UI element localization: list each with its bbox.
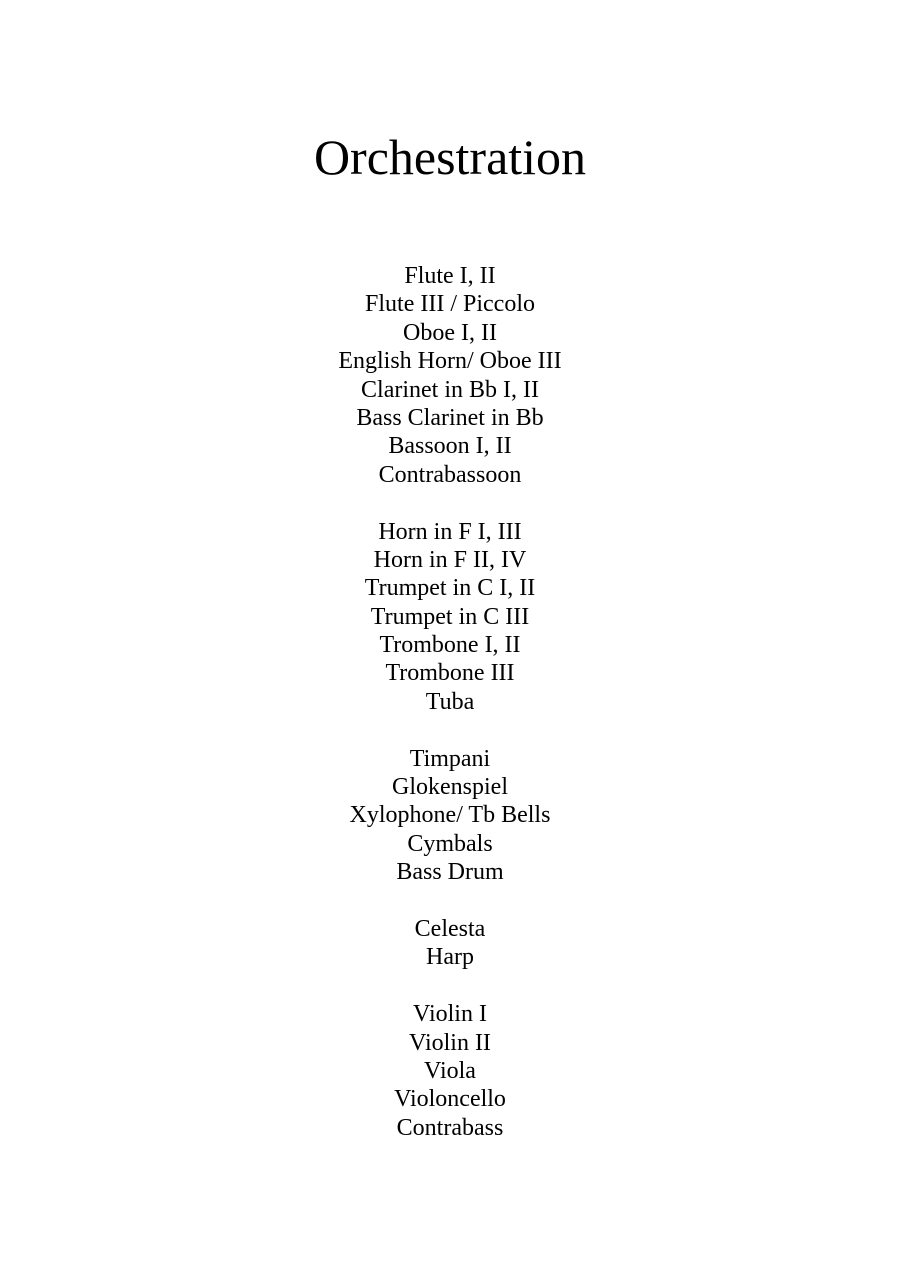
woodwinds-group <box>0 262 900 489</box>
instrument-item: Violoncello <box>394 1086 506 1113</box>
strings-group <box>0 1000 900 1142</box>
instrument-item: Flute I, II <box>404 263 496 289</box>
percussion-group <box>0 745 900 887</box>
instrument-item: Bass Drum <box>396 859 504 886</box>
instrument-item: Trumpet in C III <box>370 603 530 630</box>
instrument-item: Violin II <box>409 1029 491 1056</box>
instrument-item: Violin I <box>413 1001 487 1028</box>
instrument-item: Bassoon I, II <box>388 433 512 460</box>
instrument-item: Bass Clarinet in Bb <box>356 404 544 431</box>
brass-group <box>0 518 900 717</box>
instrument-item: Viola <box>424 1057 476 1084</box>
instrument-item: Flute III / Piccolo <box>365 291 535 318</box>
instrument-item: Contrabass <box>396 1114 504 1141</box>
instrument-item: Trombone I, II <box>379 632 521 659</box>
keyboard-harp-group <box>0 915 900 972</box>
instrument-item: Timpani <box>409 745 491 772</box>
instrument-item: Horn in F II, IV <box>373 546 527 573</box>
instrument-item: Trombone III <box>385 660 515 687</box>
instrument-item: Cymbals <box>407 830 493 857</box>
instrument-item: English Horn/ Oboe III <box>338 348 562 375</box>
page-title: Orchestration <box>313 129 587 185</box>
instrument-item: Oboe I, II <box>403 319 497 346</box>
instrument-item: Trumpet in C I, II <box>364 575 536 602</box>
instrument-item: Xylophone/ Tb Bells <box>349 802 551 829</box>
instrument-list <box>0 262 900 1171</box>
instrument-item: Harp <box>426 944 474 971</box>
instrument-item: Glokenspiel <box>392 774 508 801</box>
instrument-item: Contrabassoon <box>378 461 522 488</box>
instrument-item: Horn in F I, III <box>378 518 522 545</box>
instrument-item: Tuba <box>425 688 475 715</box>
instrument-item: Celesta <box>414 915 486 942</box>
instrument-item: Clarinet in Bb I, II <box>361 376 539 403</box>
